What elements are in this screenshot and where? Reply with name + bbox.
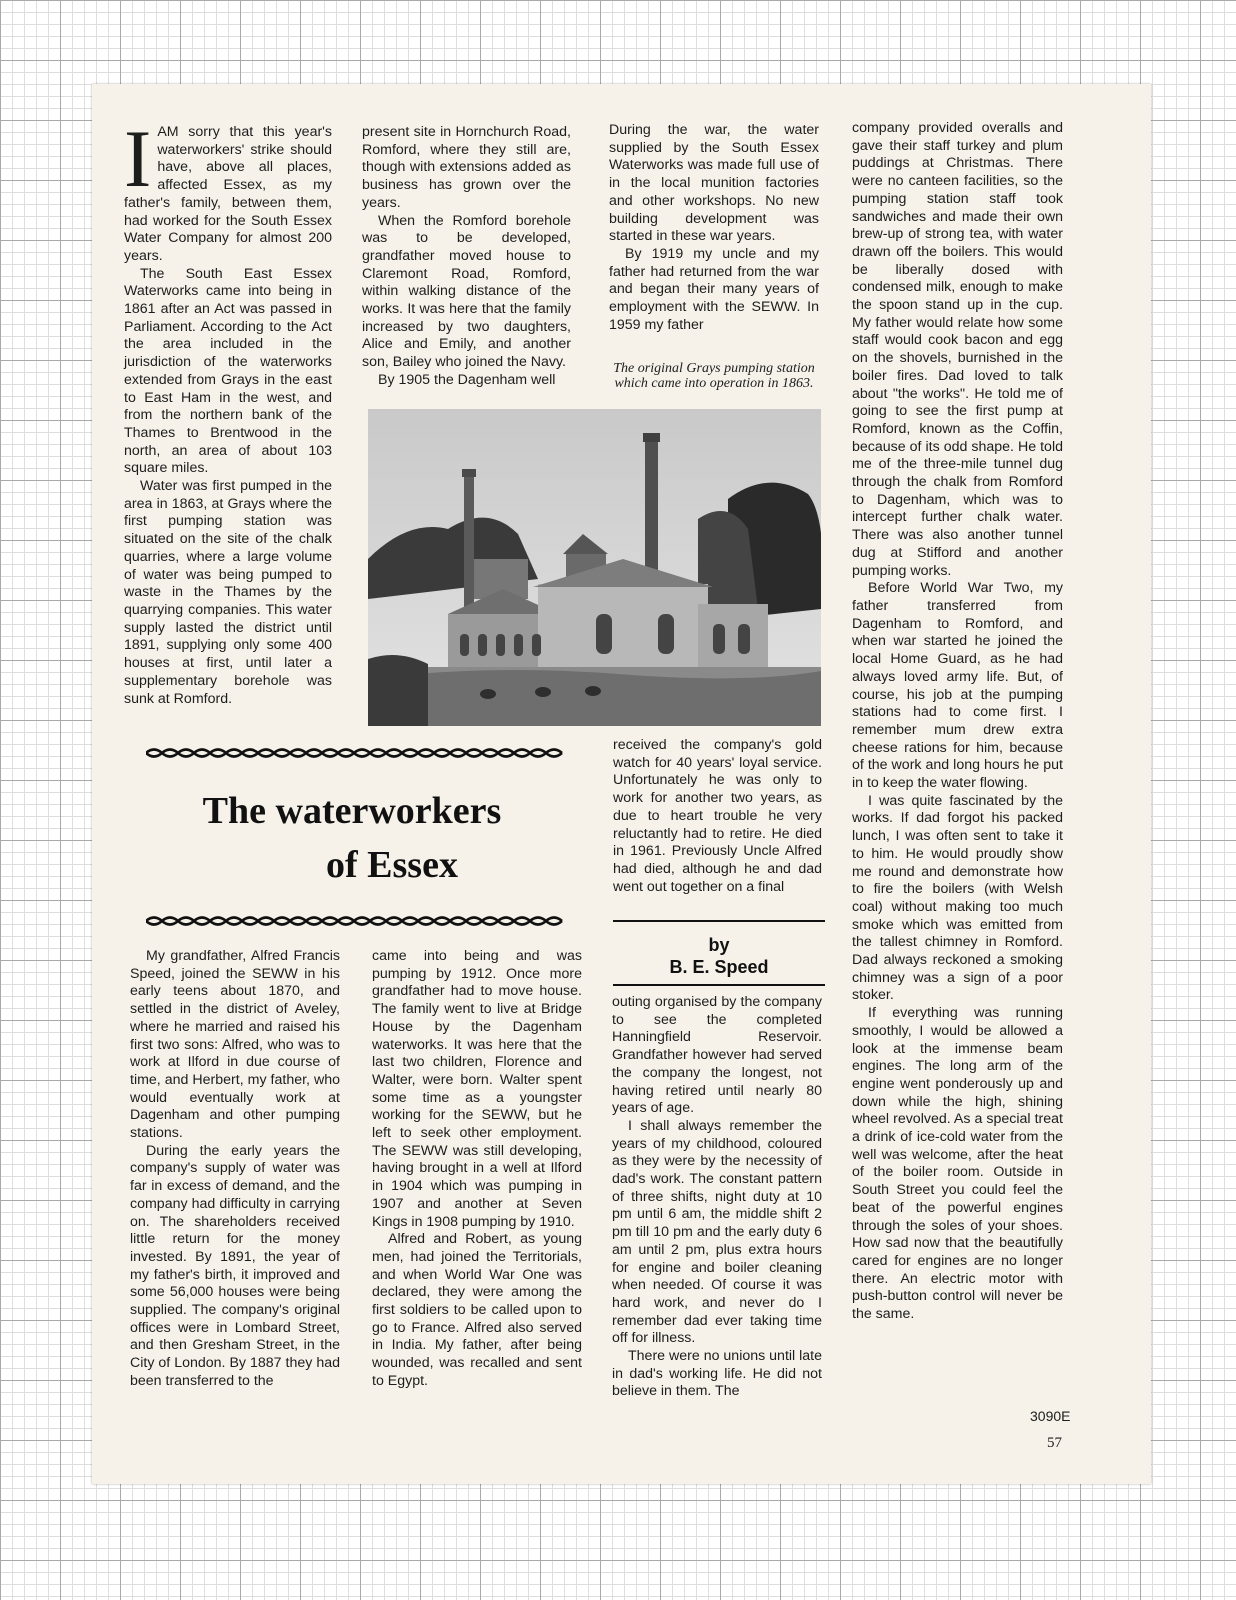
column-3-middle — [613, 737, 822, 896]
pumping-station-illustration — [368, 409, 821, 726]
paragraph: came into being and was pumping by 1912. Once more grandfather had to move house. The family went to live at Bridge House by the Dagenham waterworks. It was here that the last two children, Florence and Walter, were born. Walter spent some time as a youngster working for the SEWW, but he left to seek other employment. The SEWW was still developing, having brought in a well at Ilford in 1904 which was pumping in 1907 and another at Seven Kings in 1908 pumping by 1910. — [372, 948, 582, 1230]
article-title — [152, 784, 552, 892]
wave-divider-top — [146, 746, 564, 760]
paragraph: I was quite fascinated by the works. If dad forgot his packed lunch, I was often sent to take it to him. He would proudly show me round and demonstrate how to fire the boilers (with Welsh coal) without making too much smoke which was emitted from the tallest chimney in Romford. Dad always reckoned a smoking chimney was a sign of a poor stoker. — [852, 792, 1063, 1004]
paragraph: If everything was running smoothly, I would be allowed a look at the immense beam engines. The long arm of the engine went ponderously up and down while the high, shining wheel revolved. As a special treat a drink of ice-cold water from the well was welcome, after the heat of the boiler room. Outside in South Street you could feel the beat of the powerful engines through the soles of your shoes. How sad now that the beautifully cared for engines are no longer there. An electric motor with push-button control will never be the same. — [852, 1005, 1063, 1323]
column-2-top — [362, 124, 571, 390]
photo-caption: The original Grays pumping station which came into operation in 1863. — [613, 361, 815, 391]
magazine-clipping — [92, 84, 1151, 1484]
paragraph: The South East Essex Waterworks came into being in 1861 after an Act was passed in Parliament. According to the Act the area included in the jurisdiction of the waterworks extended from Grays in the east to East Ham in the west, and from the northern bank of the Thames to Brentwood in the north, an area of about 103 square miles. — [124, 265, 332, 477]
column-1-top — [124, 113, 332, 708]
wave-divider-bottom — [146, 914, 564, 928]
paragraph: When the Romford borehole was to be developed, grandfather moved house to Claremont Road, Romford, within walking distance of the works. It was here that the family increased by two daughters, Alice and Emily, and another son, Bailey who joined the Navy. — [362, 212, 571, 371]
byline-by: by — [708, 935, 730, 955]
paragraph: present site in Hornchurch Road, Romford, where they still are, though with extensions added as business has grown over the years. — [362, 124, 571, 211]
paragraph: Alfred and Robert, as young men, had joined the Territorials, and when World War One was declared, they were among the first soldiers to be called upon to go to France. Alfred also served in India. My father, after being wounded, was recalled and sent to Egypt. — [372, 1231, 582, 1389]
column-1-bottom — [130, 948, 340, 1391]
paragraph: AM sorry that this year's waterworkers' strike should have, above all places, affected Essex, as my father's family, between them, had worked for the South Essex Water Company for almost 200 years. — [124, 124, 332, 264]
title-line-1: The waterworkers — [202, 790, 502, 832]
paragraph: company provided overalls and gave their staff turkey and plum puddings at Christmas. There were no canteen facilities, so the pumping station staff took sandwiches and made their own brew-up of strong tea, with water drawn off the boilers. This would be liberally dosed with condensed milk, enough to make the spoon stand up in the cup. My father would relate how some staff would cook bacon and egg on the shovels, burnished in the boiler fires. Dad loved to talk about "the works". He told me of going to see the first pump at Romford, known as the Coffin, because of its odd shape. He told me of the three-mile tunnel dug through the chalk from Romford to Dagenham, which was to intercept further chalk water. There was also another tunnel dug at Stifford and another pumping works. — [852, 120, 1063, 579]
column-2-bottom — [372, 948, 582, 1391]
paragraph: By 1905 the Dagenham well — [378, 371, 556, 388]
paragraph: There were no unions until late in dad's working life. He did not believe in them. The — [612, 1348, 823, 1400]
column-3-top — [609, 122, 819, 334]
paragraph: received the company's gold watch for 40 years' loyal service. Unfortunately he was only to work for another two years, as due to heart trouble he very reluctantly had to retire. He died in 1961. Previously Uncle Alfred had died, although he and dad went out together on a final — [613, 737, 822, 895]
paragraph: During the early years the company's supply of water was far in excess of demand, and the company had difficulty in carrying on. The shareholders received little return for the money invested. By 1891, the year of my father's birth, it improved and some 56,000 houses were being supplied. The company's original offices were in Lombard Street, and then Gresham Street, in the City of London. By 1887 they had been transferred to the — [130, 1142, 340, 1389]
paragraph: During the war, the water supplied by the South Essex Waterworks was made full use of in the local munition factories and other workshops. No new building development was started in these war years. — [609, 122, 819, 245]
column-3-bottom — [612, 994, 822, 1401]
page-number: 57 — [1047, 1435, 1062, 1451]
pumping-station-photo — [368, 409, 821, 726]
drop-cap: I — [124, 113, 152, 204]
reference-code: 3090E — [1030, 1408, 1071, 1424]
paragraph: outing organised by the company to see the completed Hanningfield Reservoir. Grandfather however had served the company the longest, not having retired until nearly 80 years of age. — [612, 994, 822, 1117]
byline — [613, 934, 825, 978]
title-line-2: of Essex — [326, 844, 458, 886]
column-4 — [852, 120, 1063, 1324]
paragraph: Water was first pumped in the area in 1863, at Grays where the first pumping station was situated on the site of the chalk quarries, where a large volume of water was being pumped to waste in the Thames by the quarrying companies. This water supply lasted the district until 1891, supplying only some 400 houses at first, until later a supplementary borehole was sunk at Romford. — [124, 478, 332, 707]
byline-author: B. E. Speed — [669, 957, 769, 977]
paragraph: My grandfather, Alfred Francis Speed, joined the SEWW in his early teens about 1870, and settled in the district of Aveley, where he married and raised his first two sons: Alfred, who was to work at Ilford in due course of time, and Herbert, my father, who would eventually work at Dagenham and other pumping stations. — [130, 948, 340, 1142]
byline-rule-bottom — [613, 984, 825, 986]
byline-rule-top — [613, 920, 825, 922]
paragraph: Before World War Two, my father transferred from Dagenham to Romford, and when war started he joined the local Home Guard, as he had always loved army life. But, of course, his job at the pumping stations had to come first. I remember mum drew extra cheese rations for him, because of the work and long hours he put in to keep the water flowing. — [852, 580, 1063, 792]
paragraph: By 1919 my uncle and my father had returned from the war and began their many years of employment with the SEWW. In 1959 my father — [609, 245, 819, 333]
paragraph: I shall always remember the years of my childhood, coloured as they were by the necessity of dad's work. The constant pattern of three shifts, night duty at 10 pm until 6 am, the middle shift 2 pm till 10 pm and the early duty 6 am until 2 pm, plus extra hours for engine and boiler cleaning when needed. Of course it was hard work, and never do I remember dad ever taking time off for illness. — [612, 1117, 822, 1347]
